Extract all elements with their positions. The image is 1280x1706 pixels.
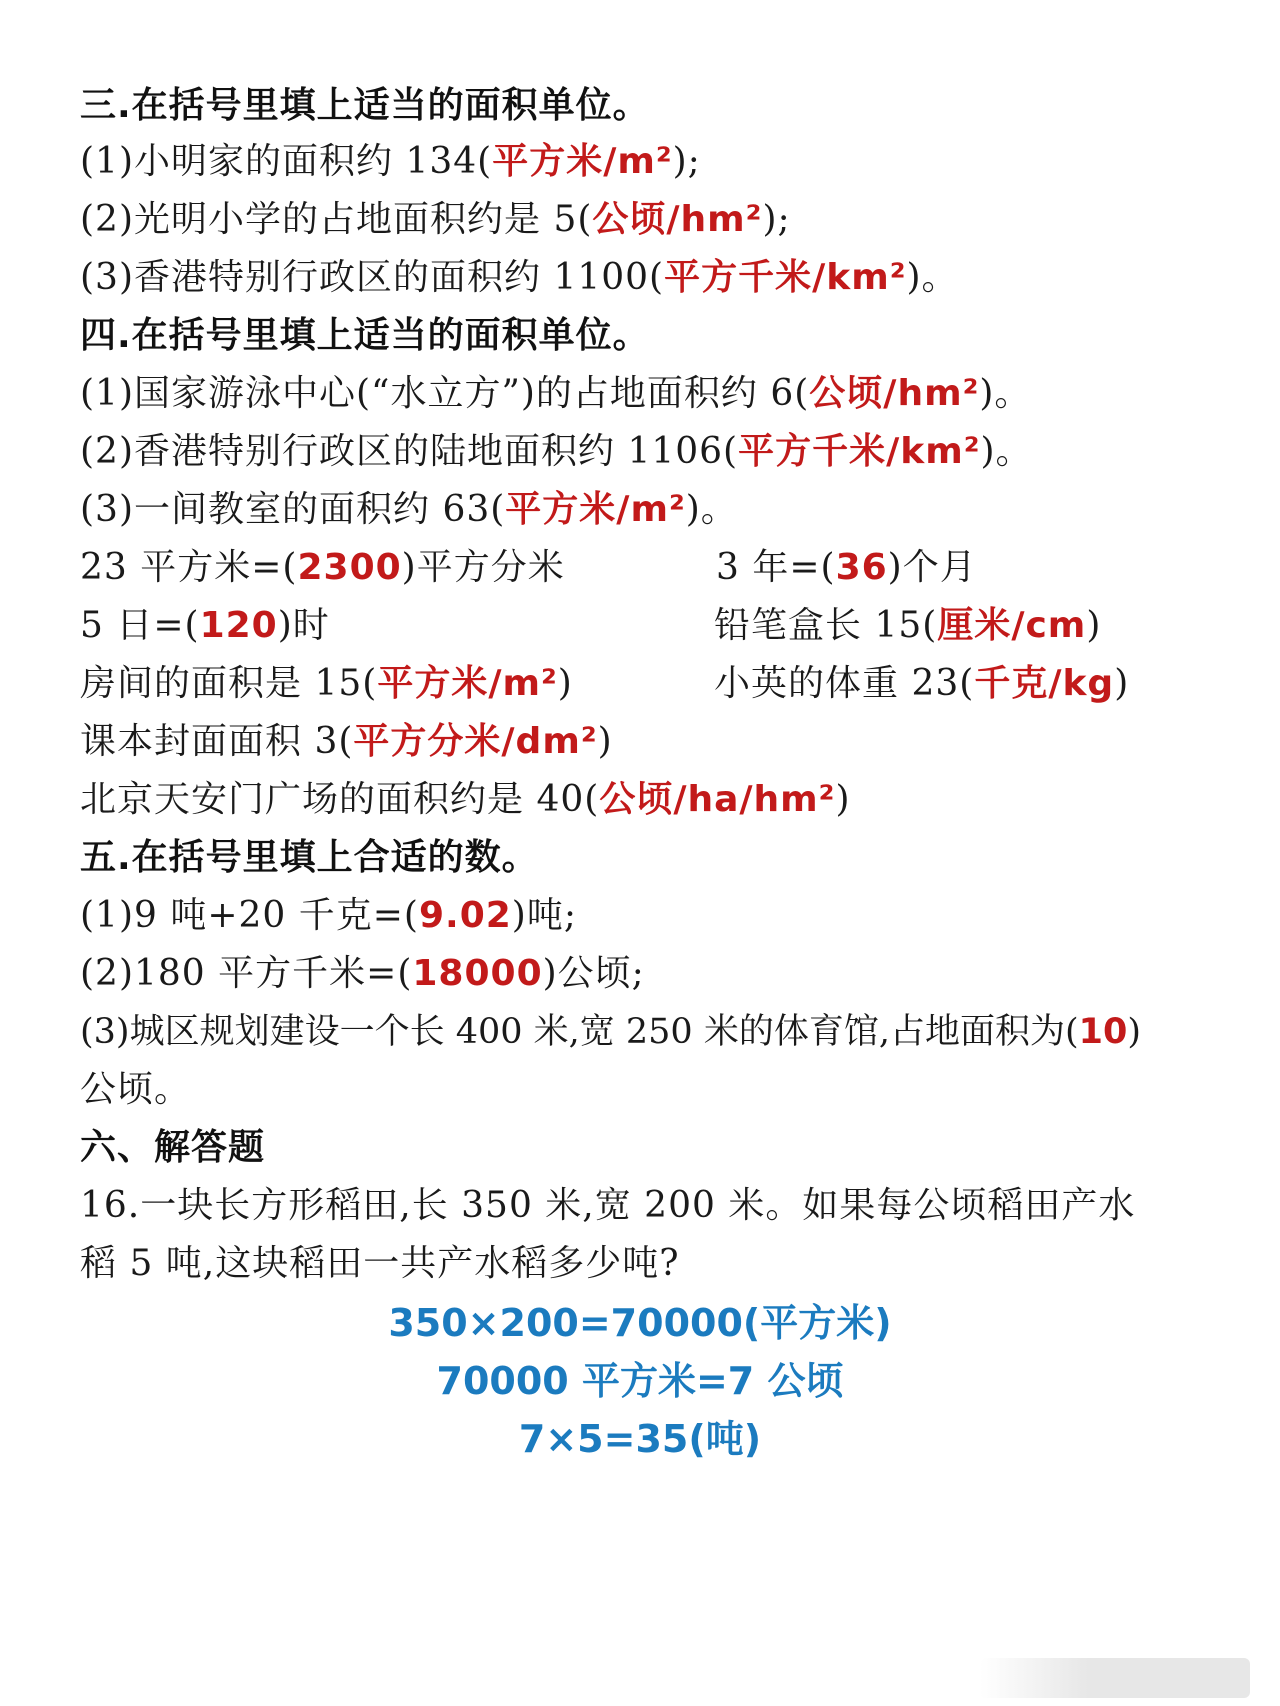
question-text: ) [597,721,613,762]
answer: 9.02 [418,895,512,936]
answer: 36 [835,547,888,588]
fill-a2 [80,604,330,648]
s5-question-3 [80,1010,1141,1054]
question-text: )。 [980,431,1033,472]
s4-question-3 [80,488,738,532]
s4-question-2 [80,430,1033,474]
answer: 18000 [412,953,543,994]
question-text: (3)香港特别行政区的面积约 1100( [80,257,665,298]
answer: 平方米/m² [377,663,558,704]
question-text: )时 [277,605,330,646]
question-text: (3)城区规划建设一个长 400 米,宽 250 米的体育馆,占地面积为( [80,1012,1079,1052]
s5-question-2 [80,952,645,996]
fill-a4 [80,720,613,764]
fill-a5 [80,778,851,822]
s3-question-3 [80,256,959,300]
question-text: )。 [979,373,1032,414]
question-text: 23 平方米=( [80,547,298,588]
question-text: )。 [906,257,959,298]
solution-step-3: 7×5=35(吨) [518,1417,762,1461]
answer: 公顷/ha/hm² [599,779,836,820]
fill-a3 [80,662,573,706]
section-3-heading: 三.在括号里填上适当的面积单位。 [80,85,650,126]
answer: 平方分米/dm² [353,721,598,762]
answer: 厘米/cm [937,605,1087,646]
answer: 平方米/m² [505,489,686,530]
fill-b3 [714,662,1129,706]
question-text: )公顷; [542,953,645,994]
question-text: ) [1127,1012,1141,1052]
q16-text-line-1: 16.一块长方形稻田,长 350 米,宽 200 米。如果每公顷稻田产水 [80,1185,1136,1226]
question-text: 铅笔盒长 15( [714,605,938,646]
answer: 公顷/hm² [592,199,763,240]
question-text: ); [672,141,701,182]
s3-question-1 [80,140,701,184]
question-text: 3 年=( [716,547,836,588]
question-text: ) [1114,663,1130,704]
fill-b2 [714,604,1101,648]
watermark-blur [980,1658,1250,1698]
question-text: 房间的面积是 15( [80,663,378,704]
s3-question-2 [80,198,791,242]
answer: 公顷/hm² [809,373,980,414]
question-text: 小英的体重 23( [714,663,975,704]
answer: 10 [1078,1012,1128,1052]
answer: 120 [199,605,278,646]
s5-question-3-continued: 公顷。 [80,1069,192,1110]
question-text: )。 [685,489,738,530]
q16-text-line-2: 稻 5 吨,这块稻田一共产水稻多少吨? [80,1243,680,1284]
question-text: )个月 [887,547,977,588]
answer: 2300 [297,547,402,588]
question-text: (3)一间教室的面积约 63( [80,489,506,530]
question-text: )吨; [511,895,577,936]
s5-question-1 [80,894,577,938]
fill-a1 [80,546,565,590]
question-text: ) [557,663,573,704]
question-text: (1)小明家的面积约 134( [80,141,493,182]
answer: 平方千米/km² [738,431,981,472]
question-text: (2)香港特别行政区的陆地面积约 1106( [80,431,739,472]
section-5-heading: 五.在括号里填上合适的数。 [80,837,539,878]
answer: 千克/kg [974,663,1115,704]
question-text: )平方分米 [401,547,565,588]
answer: 平方米/m² [492,141,673,182]
question-text: 5 日=( [80,605,200,646]
question-text: 课本封面面积 3( [80,721,354,762]
fill-b1 [716,546,977,590]
s4-question-1 [80,372,1031,416]
solution-step-2: 70000 平方米=7 公顷 [436,1359,844,1403]
question-text: 北京天安门广场的面积约是 40( [80,779,600,820]
question-text: ) [1086,605,1102,646]
section-6-heading: 六、解答题 [80,1127,266,1168]
question-text: ) [835,779,851,820]
question-text: (2)光明小学的占地面积约是 5( [80,199,593,240]
question-text: (1)国家游泳中心(“水立方”)的占地面积约 6( [80,373,810,414]
solution-step-1: 350×200=70000(平方米) [388,1301,892,1345]
section-4-heading: 四.在括号里填上适当的面积单位。 [80,315,650,356]
answer: 平方千米/km² [664,257,907,298]
question-text: (1)9 吨+20 千克=( [80,895,419,936]
question-text: (2)180 平方千米=( [80,953,413,994]
question-text: ); [762,199,791,240]
